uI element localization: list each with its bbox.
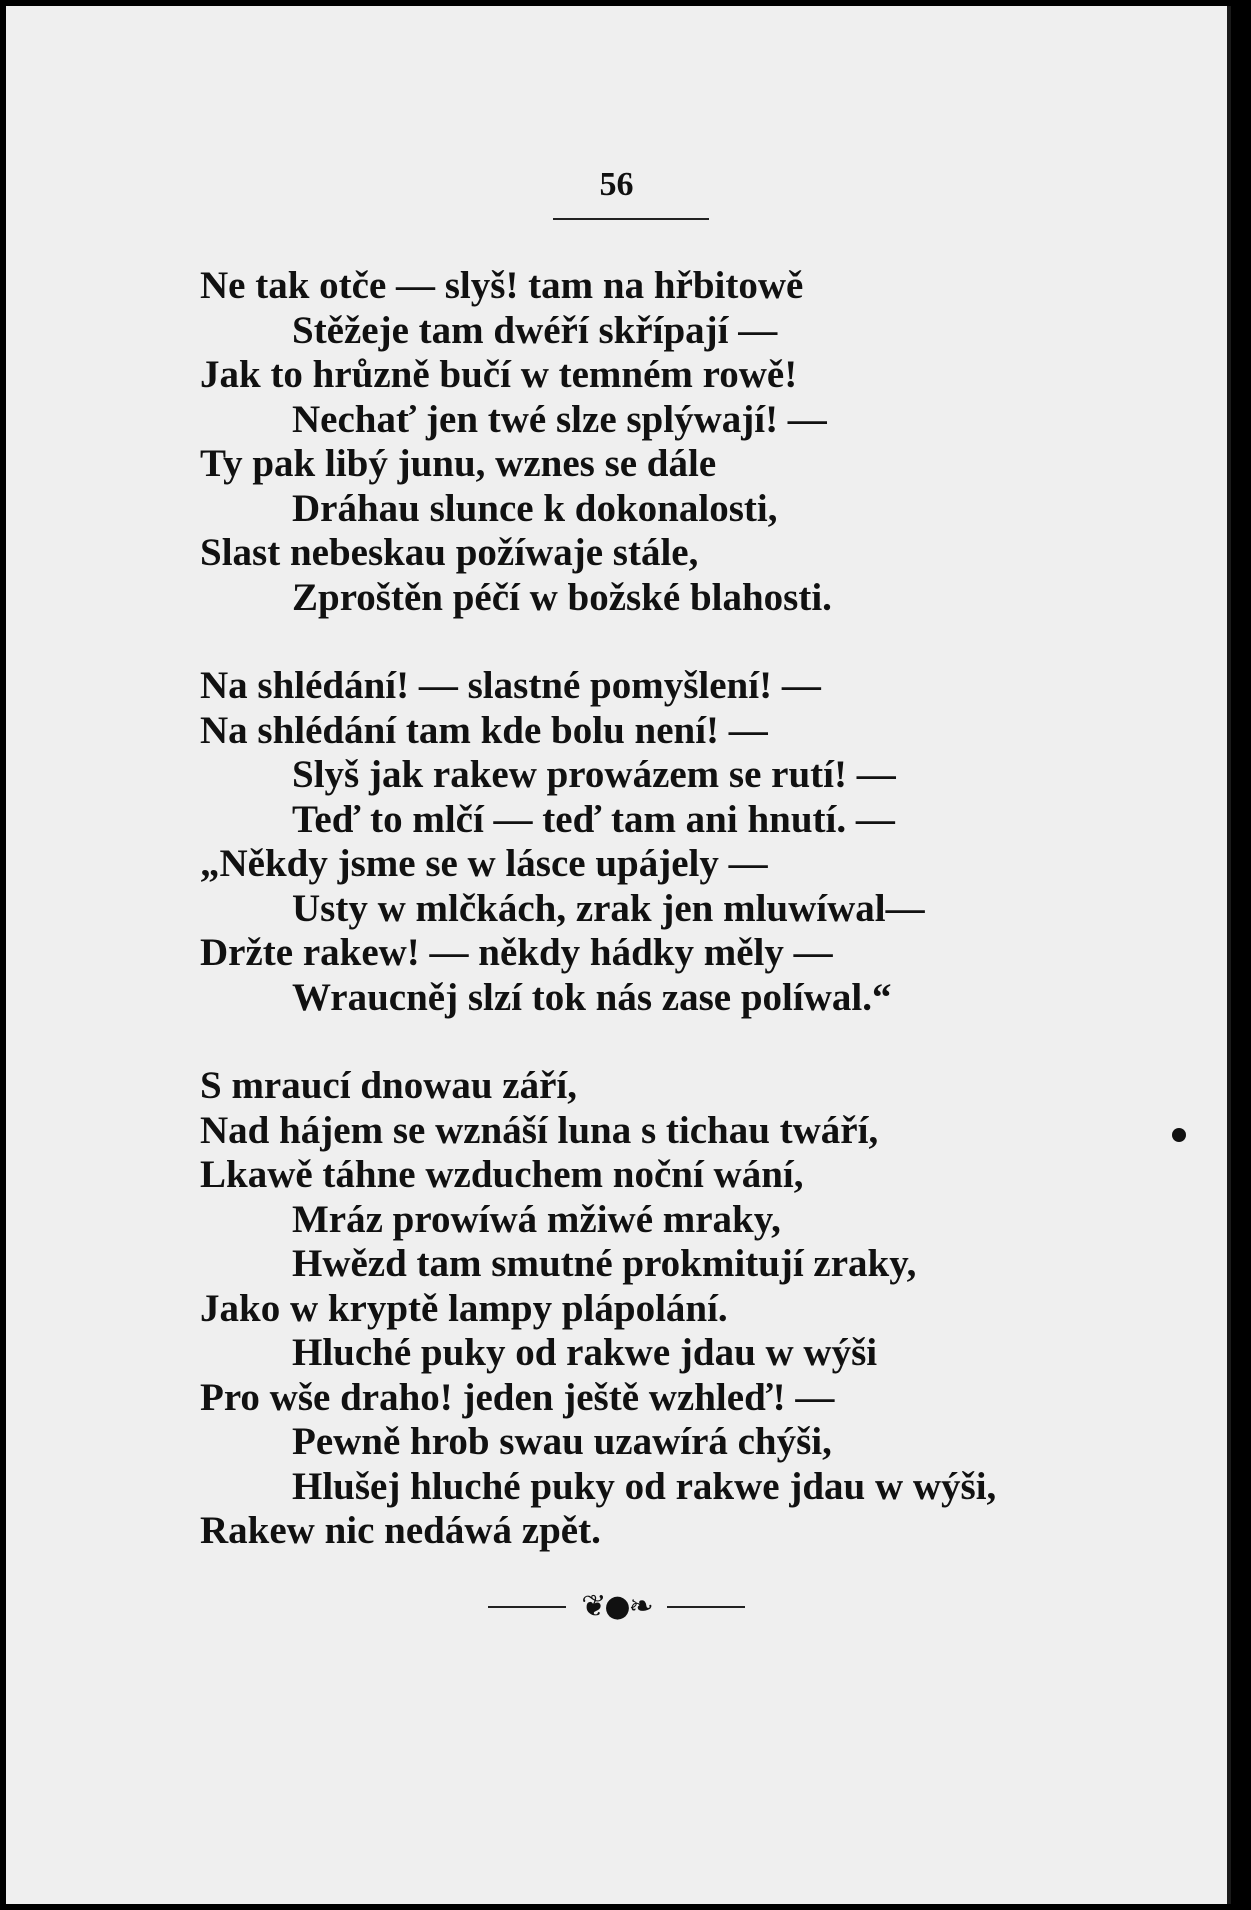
ink-speck [1172,1128,1186,1142]
verse-line: Mráz prowíwá mžiwé mraky, [292,1197,781,1241]
verse-line: Ne tak otče — slyš! tam na hřbitowě [200,264,804,307]
verse-line: Ty pak libý junu, wznes se dále [200,442,717,485]
verse-line: Rakew nic nedáwá zpět. [200,1509,601,1552]
fleuron-icon: ❦●❧ [581,1589,652,1624]
verse-line: Dráhau slunce k dokonalosti, [292,486,778,530]
verse-line: Stěžeje tam dwéří skřípají — [292,308,778,352]
verse-line: Usty w mlčkách, zrak jen mluwíwal— [292,886,925,930]
verse-line: Pro wše draho! jeden ještě wzhleď! — [200,1375,835,1419]
verse-line: Nechať jen twé slze splýwají! — [292,397,827,441]
stanza [200,264,1100,620]
verse-line: Na shlédání tam kde bolu není! — [200,708,768,752]
verse-line: Hwězd tam smutné prokmitují zraky, [292,1242,917,1285]
verse-line: Zproštěn péčí w božské blahosti. [292,575,832,619]
stanza [200,1064,1100,1554]
verse-line: „Někdy jsme se w lásce upájely — [200,842,768,885]
poem-body [200,264,1100,1554]
ornament-rule-left [488,1606,566,1608]
end-ornament [6,1588,1227,1624]
verse-line: Hluché puky od rakwe jdau w wýši [292,1331,878,1374]
verse-line: Jako w kryptě lampy plápolání. [200,1286,728,1330]
verse-line: Pewně hrob swau uzawírá chýši, [292,1420,832,1463]
verse-line: S mraucí dnowau září, [200,1064,578,1107]
stanza [200,664,1100,1020]
verse-line: Slyš jak rakew prowázem se rutí! — [292,753,896,796]
ornament-rule-right [667,1606,745,1608]
verse-line: Jak to hrůzně bučí w temném rowě! [200,353,798,396]
verse-line: Na shlédání! — slastné pomyšlení! — [200,664,821,707]
verse-line: Hlušej hluché puky od rakwe jdau w wýši, [292,1464,997,1508]
page-number-rule [553,218,709,220]
verse-line: Wraucněj slzí tok nás zase políwal.“ [292,975,892,1019]
book-page [6,6,1231,1904]
verse-line: Držte rakew! — někdy hádky měly — [200,931,833,974]
page-number: 56 [599,166,634,203]
verse-line: Nad hájem se wznáší luna s tichau twáří, [200,1108,879,1152]
verse-line: Slast nebeskau požíwaje stále, [200,531,699,574]
verse-line: Lkawě táhne wzduchem noční wání, [200,1153,804,1196]
verse-line: Teď to mlčí — teď tam ani hnutí. — [292,797,895,841]
